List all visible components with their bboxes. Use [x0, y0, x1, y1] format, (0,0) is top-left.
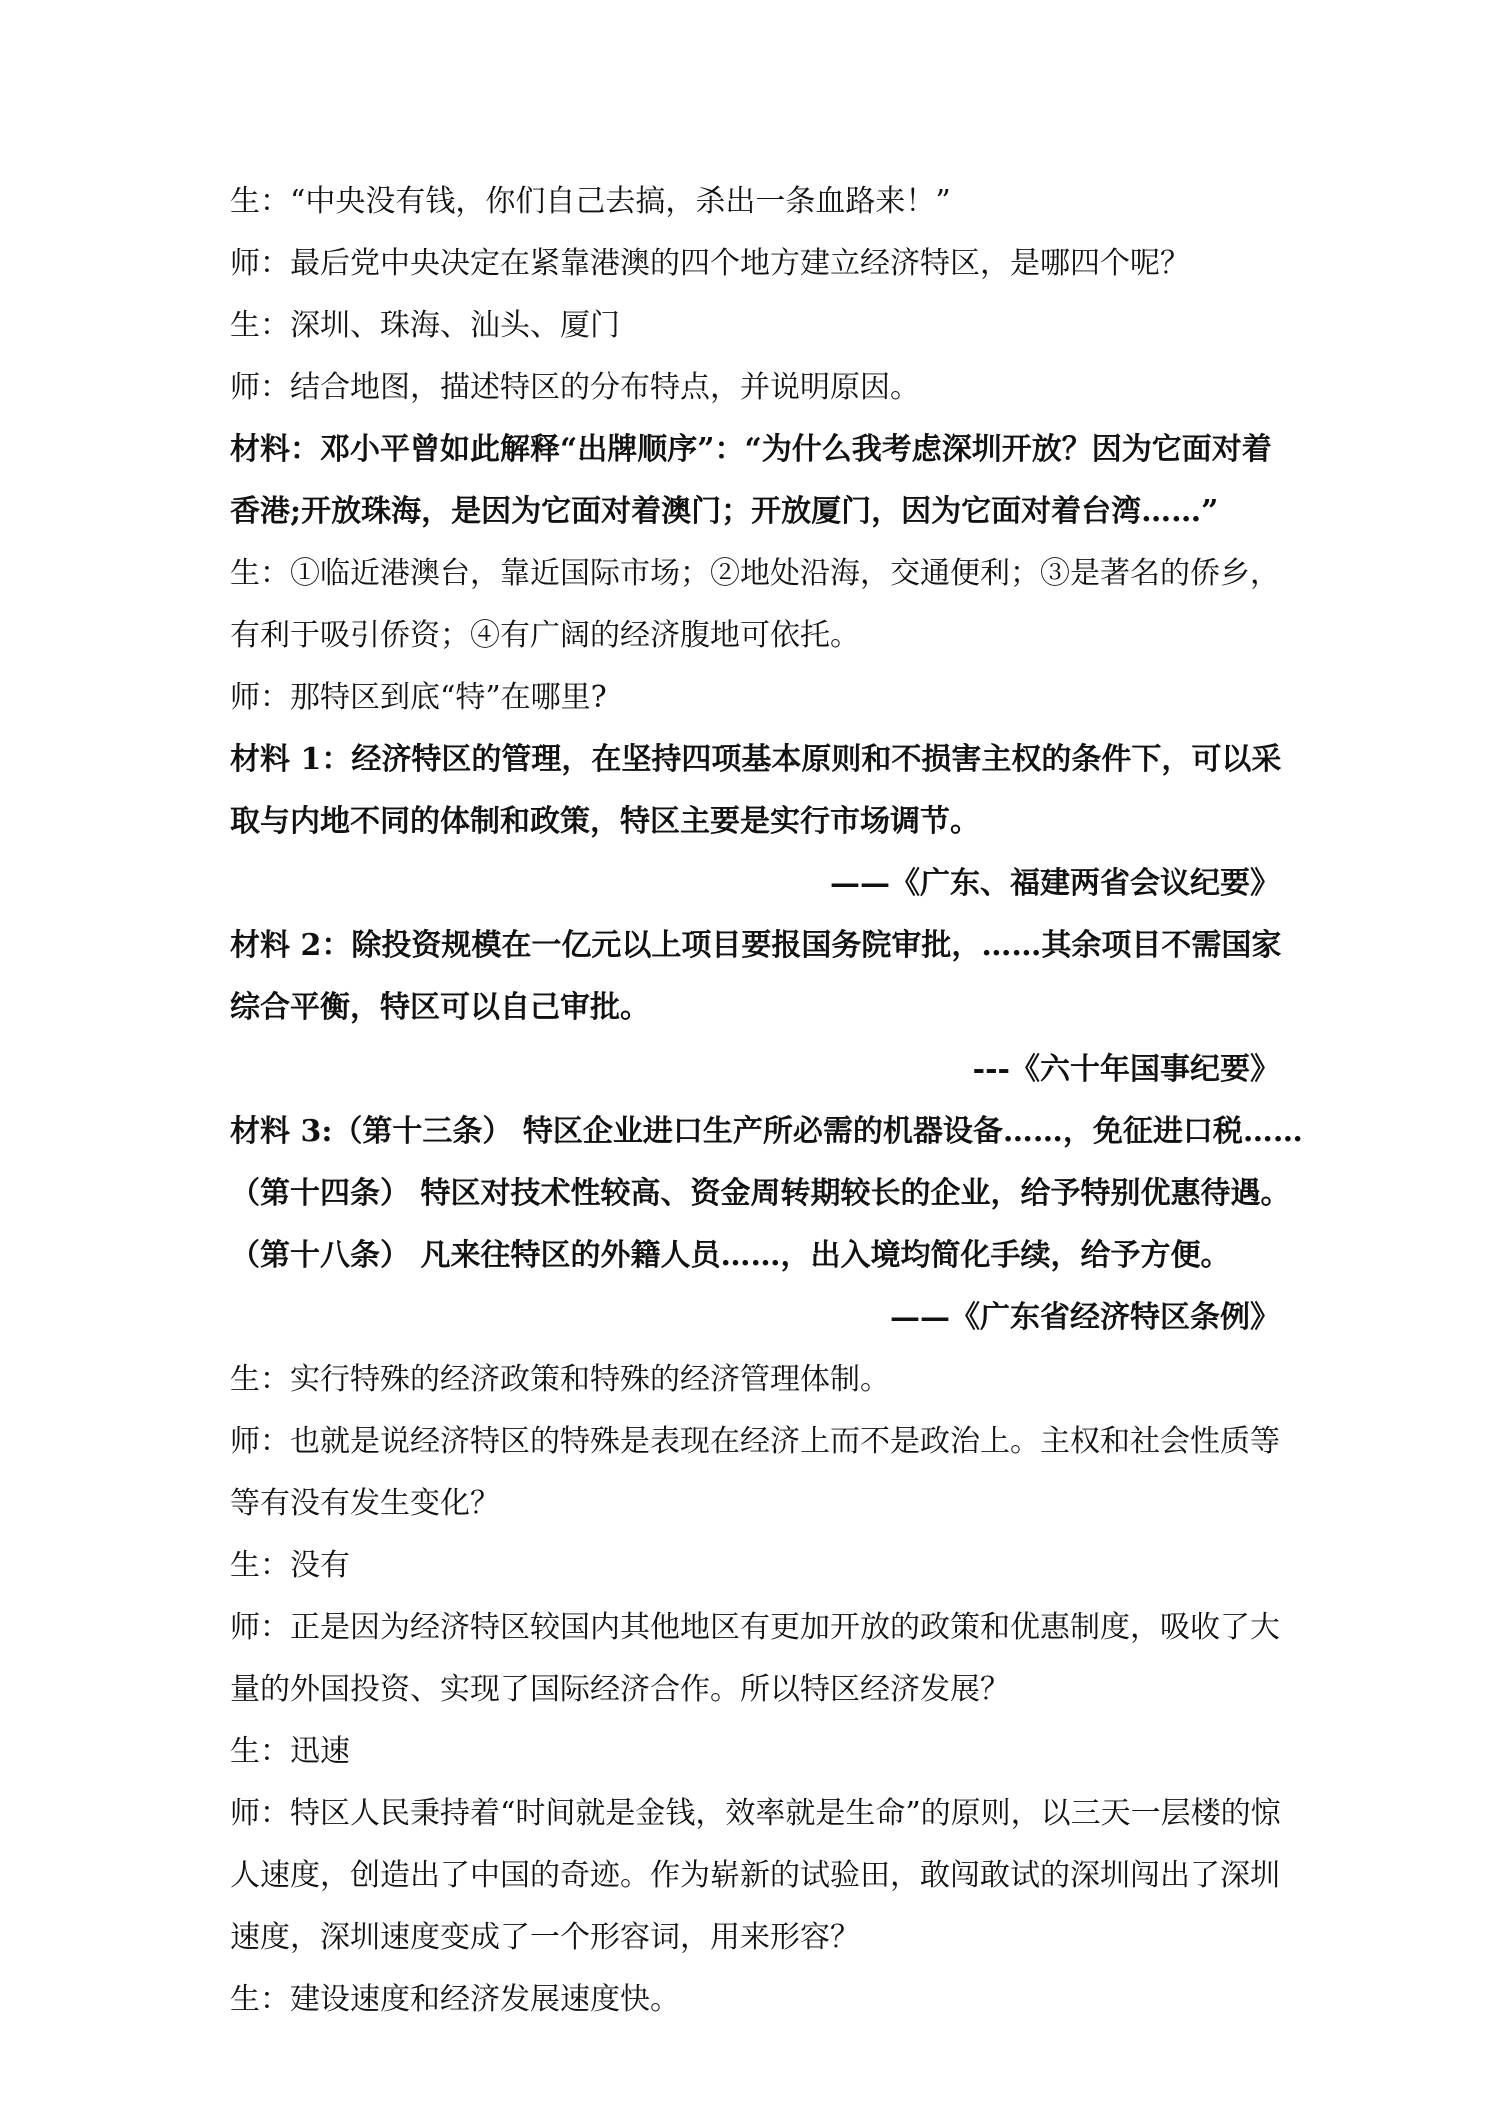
source-citation: ---《六十年国事纪要》: [972, 1052, 1280, 1087]
material-line: 综合平衡，特区可以自己审批。: [230, 990, 650, 1025]
dialogue-line: 师：那特区到底“特”在哪里?: [230, 680, 607, 715]
dialogue-line: 量的外国投资、实现了国际经济合作。所以特区经济发展？: [230, 1672, 1010, 1707]
dialogue-line: 生：实行特殊的经济政策和特殊的经济管理体制。: [230, 1362, 890, 1397]
material-line: （第十四条） 特区对技术性较高、资金周转期较长的企业，给予特别优惠待遇。: [230, 1176, 1291, 1211]
dialogue-line: 师：结合地图，描述特区的分布特点，并说明原因。: [230, 370, 920, 405]
dialogue-line: 等有没有发生变化？: [230, 1486, 500, 1521]
dialogue-line: 有利于吸引侨资；④有广阔的经济腹地可依托。: [230, 618, 860, 653]
material-line: 取与内地不同的体制和政策，特区主要是实行市场调节。: [230, 804, 980, 839]
material-line: 材料 2：除投资规模在一亿元以上项目要报国务院审批，……其余项目不需国家: [230, 928, 1282, 963]
dialogue-line: 人速度，创造出了中国的奇迹。作为崭新的试验田，敢闯敢试的深圳闯出了深圳: [230, 1858, 1280, 1893]
dialogue-line: 师：最后党中央决定在紧靠港澳的四个地方建立经济特区，是哪四个呢？: [230, 246, 1190, 281]
material-line: 材料：邓小平曾如此解释“出牌顺序”：“为什么我考虑深圳开放？因为它面对着: [230, 432, 1272, 467]
material-line: 香港;开放珠海，是因为它面对着澳门；开放厦门，因为它面对着台湾……”: [230, 494, 1219, 529]
material-line: 材料 3:（第十三条） 特区企业进口生产所必需的机器设备……，免征进口税……: [230, 1114, 1303, 1149]
material-line: 材料 1：经济特区的管理，在坚持四项基本原则和不损害主权的条件下，可以采: [230, 742, 1282, 777]
dialogue-line: 生：①临近港澳台，靠近国际市场；②地处沿海，交通便利；③是著名的侨乡，: [230, 556, 1280, 591]
dialogue-line: 师：也就是说经济特区的特殊是表现在经济上而不是政治上。主权和社会性质等: [230, 1424, 1280, 1459]
dialogue-line: 生：深圳、珠海、汕头、厦门: [230, 308, 620, 343]
source-citation: ——《广东、福建两省会议纪要》: [830, 866, 1280, 901]
source-citation: ——《广东省经济特区条例》: [890, 1300, 1280, 1335]
dialogue-line: 生：没有: [230, 1548, 350, 1583]
dialogue-line: 生：“中央没有钱，你们自己去搞，杀出一条血路来！”: [230, 184, 951, 219]
dialogue-line: 生：迅速: [230, 1734, 350, 1769]
dialogue-line: 师：特区人民秉持着“时间就是金钱，效率就是生命”的原则，以三天一层楼的惊: [230, 1796, 1281, 1831]
material-line: （第十八条） 凡来往特区的外籍人员……，出入境均简化手续，给予方便。: [230, 1238, 1231, 1273]
dialogue-line: 速度，深圳速度变成了一个形容词，用来形容？: [230, 1920, 860, 1955]
dialogue-line: 师：正是因为经济特区较国内其他地区有更加开放的政策和优惠制度，吸收了大: [230, 1610, 1280, 1645]
dialogue-line: 生：建设速度和经济发展速度快。: [230, 1982, 680, 2017]
